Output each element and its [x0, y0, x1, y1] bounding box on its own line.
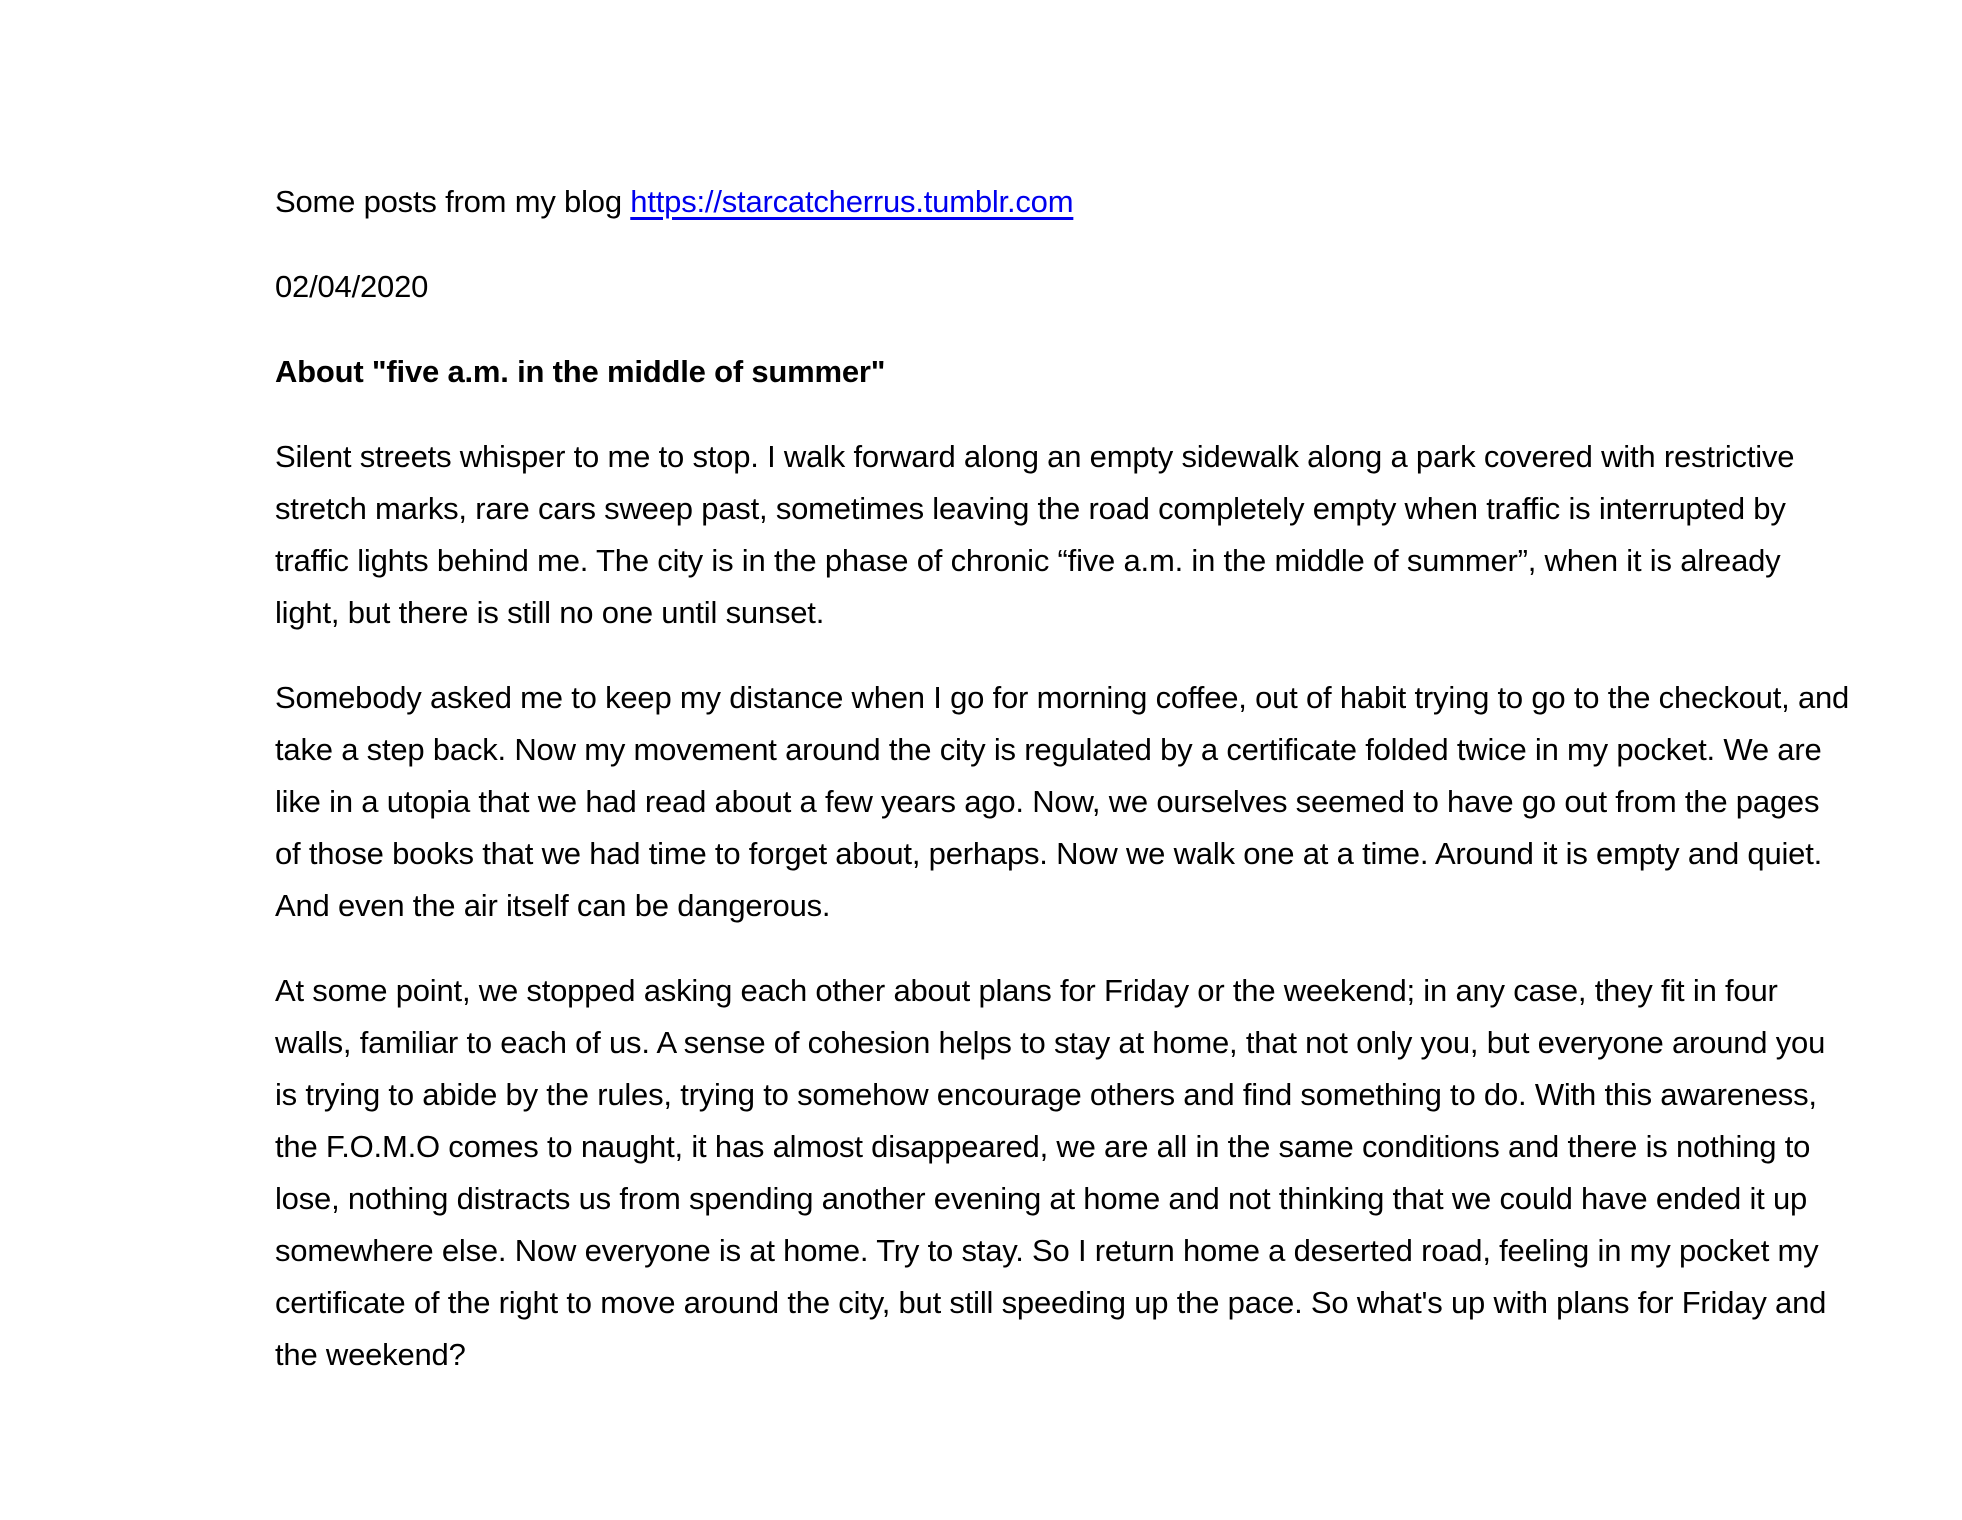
post-paragraph-1: Silent streets whisper to me to stop. I walk forward along an empty sidewalk along a park covered with restrictive stretch marks, rare cars sweep past, sometimes leaving the road completely empty when traffic is interrupted by traffic lights behind me. The city is in the phase of chronic “five a.m. in the middle of summer”, when it is already light, but there is still no one until sunset.: [275, 439, 1795, 630]
document-page: [275, 176, 1853, 1414]
intro-text: Some posts from my blog: [275, 184, 631, 219]
post-title: About "five a.m. in the middle of summer": [275, 354, 886, 389]
post-date: 02/04/2020: [275, 269, 429, 304]
intro-line: [275, 176, 1853, 228]
blog-link[interactable]: https://starcatcherrus.tumblr.com: [630, 184, 1074, 219]
post-paragraph-3: At some point, we stopped asking each other about plans for Friday or the weekend; in any case, they fit in four walls, familiar to each of us. A sense of cohesion helps to stay at home, that not only you, but everyone around you is trying to abide by the rules, trying to somehow encourage others and find something to do. With this awareness, the F.O.M.O comes to naught, it has almost disappeared, we are all in the same conditions and there is nothing to lose, nothing distracts us from spending another evening at home and not thinking that we could have ended it up somewhere else. Now everyone is at home. Try to stay. So I return home a deserted road, feeling in my pocket my certificate of the right to move around the city, but still speeding up the pace. So what's up with plans for Friday and the weekend?: [275, 973, 1827, 1372]
post-paragraph-2: Somebody asked me to keep my distance when I go for morning coffee, out of habit trying to go to the checkout, and take a step back. Now my movement around the city is regulated by a certificate folded twice in my pocket. We are like in a utopia that we had read about a few years ago. Now, we ourselves seemed to have go out from the pages of those books that we had time to forget about, perhaps. Now we walk one at a time. Around it is empty and quiet. And even the air itself can be dangerous.: [275, 680, 1850, 923]
